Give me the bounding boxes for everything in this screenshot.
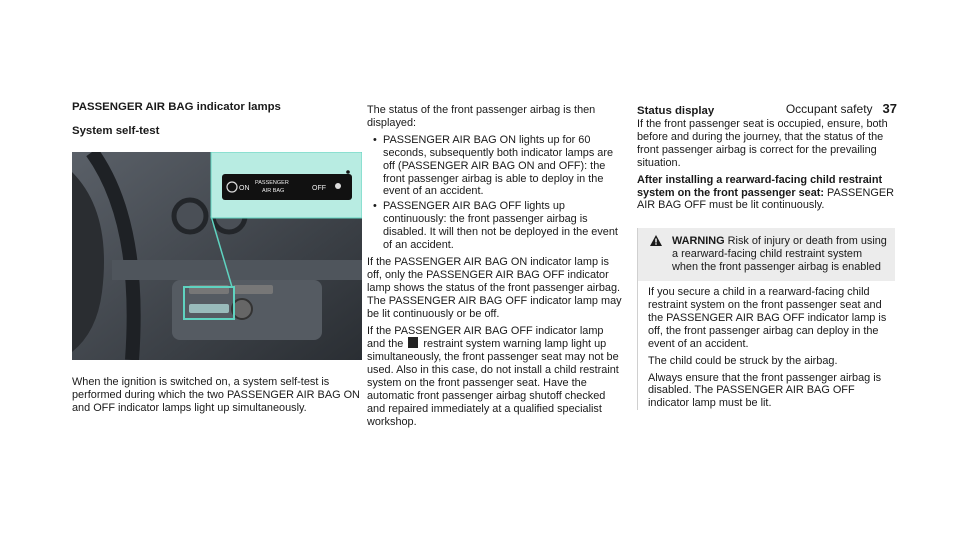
indicator-paragraph: If the PASSENGER AIR BAG ON indicator lamp is off, only the PASSENGER AIR BAG OFF indicator lamp shows the status of the front passenger airbag. The PASSENGER AIR BAG OFF indicator lamp may be lit continuously or be off. [367, 255, 622, 320]
after-install-text: PASSENGER AIR BAG OFF must be lit continuously. [637, 186, 895, 212]
after-install-heading: After installing a rearward-facing child restraint system on the front passenger seat: [637, 173, 883, 199]
status-display-heading: Status display [637, 105, 715, 117]
warning-label: WARNING [672, 235, 725, 248]
warning-paragraph: Always ensure that the front passenger airbag is disabled. The PASSENGER AIR BAG OFF indicator lamp must be lit. [648, 371, 882, 410]
panel-airbag-label: AIR BAG [262, 188, 285, 194]
status-intro: The status of the front passenger airbag is then displayed: [367, 104, 596, 129]
section-heading: PASSENGER AIR BAG indicator lamps [72, 101, 281, 113]
column-3 [637, 104, 895, 414]
warning-lamp-paragraph [367, 325, 624, 429]
warning-paragraph: If you secure a child in a rearward-facing child restraint system on the front passenger seat and the PASSENGER AIR BAG OFF indicator lamp is off, the front passenger airbag can deploy in the event of an accident. [648, 286, 887, 350]
warning-triangle-icon [650, 235, 662, 246]
panel-off-label: OFF [312, 185, 326, 192]
sub-heading: System self-test [72, 125, 160, 137]
page-number: 37 [882, 101, 897, 116]
panel-on-label: ON [239, 185, 250, 192]
warning-title: Risk of injury or death from using a rearward-facing child restraint system when the front passenger airbag is enabled [672, 235, 887, 274]
warning-body [638, 281, 895, 410]
status-list [367, 134, 624, 252]
panel-passenger-label: PASSENGER [255, 180, 289, 186]
status-display-paragraph: If the front passenger seat is occupied, ensure, both before and during the journey, that the status of the front passenger airbag is correct for the prevailing situation. [637, 118, 888, 169]
list-item: • PASSENGER AIR BAG ON lights up for 60 seconds, subsequently both indicator lamps are off (PASSENGER AIR BAG ON and OFF): the front passenger airbag is able to deploy in the event of an accident. [367, 134, 624, 199]
dashboard-drawing [72, 152, 362, 360]
warning-lamp-text-b: restraint system warning lamp light up simultaneously, the front passenger seat may not be used. Also in this case, do not install a child restraint system on the front passenger seat. Have the automatic front passenger airbag shutoff checked and repaired immediately at a qualified specialist workshop. [367, 338, 619, 428]
warning-paragraph: The child could be struck by the airbag. [648, 354, 838, 367]
column-2 [367, 104, 624, 433]
list-item: • PASSENGER AIR BAG OFF lights up continuously: the front passenger airbag is disabled. It will then not be deployed in the event of an accident. [367, 200, 624, 252]
after-install-block [637, 174, 895, 213]
self-test-paragraph: When the ignition is switched on, a system self-test is performed during which the two PASSENGER AIR BAG ON and OFF indicator lamps light up simultaneously. [72, 376, 360, 414]
column-1 [72, 100, 362, 419]
section-title: Occupant safety [785, 102, 873, 116]
warning-header [638, 228, 895, 281]
warning-lamp-text-a: If the PASSENGER AIR BAG OFF indicator lamp and the [367, 324, 604, 351]
warning-box [637, 228, 895, 410]
dashboard-illustration [72, 152, 362, 360]
restraint-system-icon [408, 337, 418, 348]
